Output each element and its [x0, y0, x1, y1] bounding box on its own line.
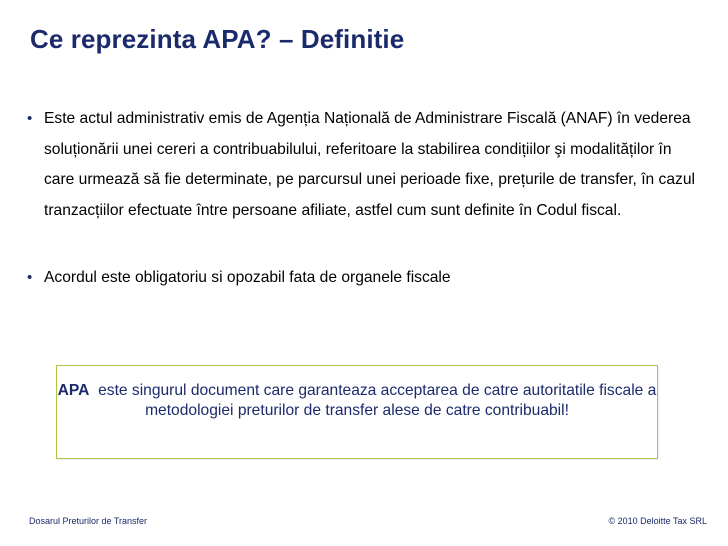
footer-document-title: Dosarul Preturilor de Transfer [29, 516, 148, 526]
bullet-text: Acordul este obligatoriu si opozabil fata de organele fiscale [44, 269, 451, 287]
bullet-text: Este actul administrativ emis de Agenția Națională de Administrare Fiscală (ANAF) în vederea soluționării unei cereri a contribuabilului, referitoare la stabilirea condițiilor şi modalităților în care urmează să fie determinate, pe parcursul unei perioade fixe, prețurile de transfer, în cazul tranzacțiilor efectuate între persoane afiliate, astfel cum sunt definite în Codul fiscal. [44, 110, 695, 219]
callout-text [57, 366, 657, 422]
slide-title: Ce reprezinta APA? – Definitie [30, 24, 405, 54]
callout-lead: APA [57, 382, 90, 399]
bullet-icon: • [27, 269, 33, 287]
bullet-item-definition [27, 104, 697, 226]
callout-box [56, 365, 658, 459]
bullet-item-obligation [27, 263, 697, 294]
bullet-list [27, 104, 697, 294]
bullet-icon: • [27, 110, 33, 127]
callout-body: este singurul document care garanteaza acceptarea de catre autoritatile fiscale a metodologiei preturilor de transfer alese de catre contribuabil! [98, 382, 657, 420]
footer-copyright: © 2010 Deloitte Tax SRL [608, 516, 707, 526]
